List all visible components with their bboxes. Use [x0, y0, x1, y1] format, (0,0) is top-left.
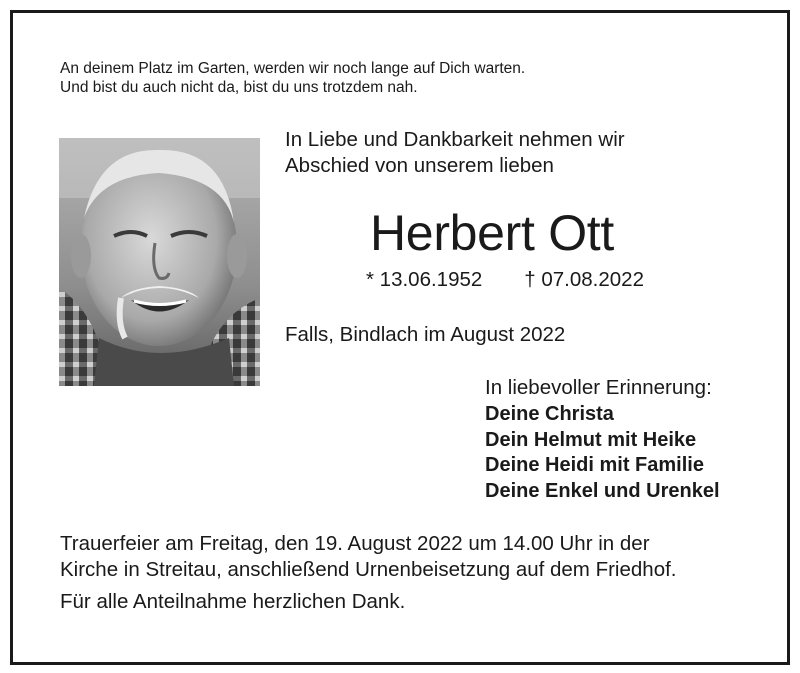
- verse-line: Und bist du auch nicht da, bist du uns trotzdem nah.: [60, 79, 418, 96]
- mourners-list: [485, 402, 720, 504]
- mourner-name: Dein Helmut mit Heike: [485, 428, 697, 451]
- memorial-verse: [60, 59, 525, 97]
- verse-line: An deinem Platz im Garten, werden wir noch lange auf Dich warten.: [60, 60, 526, 77]
- intro-line: In Liebe und Dankbarkeit nehmen wir: [285, 128, 625, 151]
- place-and-date: Falls, Bindlach im August 2022: [285, 323, 566, 346]
- deceased-name: Herbert Ott: [370, 205, 614, 261]
- intro-line: Abschied von unserem lieben: [285, 154, 554, 177]
- funeral-info: [60, 531, 676, 583]
- life-dates: [366, 267, 644, 293]
- thanks-note: Für alle Anteilnahme herzlichen Dank.: [60, 590, 406, 613]
- mourner-name: Deine Heidi mit Familie: [485, 454, 704, 476]
- mourner-name: Deine Christa: [485, 403, 614, 425]
- death-date: † 07.08.2022: [524, 268, 644, 291]
- birth-date: * 13.06.1952: [366, 268, 483, 291]
- farewell-intro: [285, 127, 625, 179]
- funeral-line: Trauerfeier am Freitag, den 19. August 2022 um 14.00 Uhr in der: [60, 532, 650, 555]
- memory-label: In liebevoller Erinnerung:: [485, 376, 712, 399]
- portrait-image: [59, 138, 260, 386]
- mourner-name: Deine Enkel und Urenkel: [485, 479, 720, 502]
- funeral-line: Kirche in Streitau, anschließend Urnenbeisetzung auf dem Friedhof.: [60, 558, 677, 581]
- portrait-photo: [59, 138, 260, 386]
